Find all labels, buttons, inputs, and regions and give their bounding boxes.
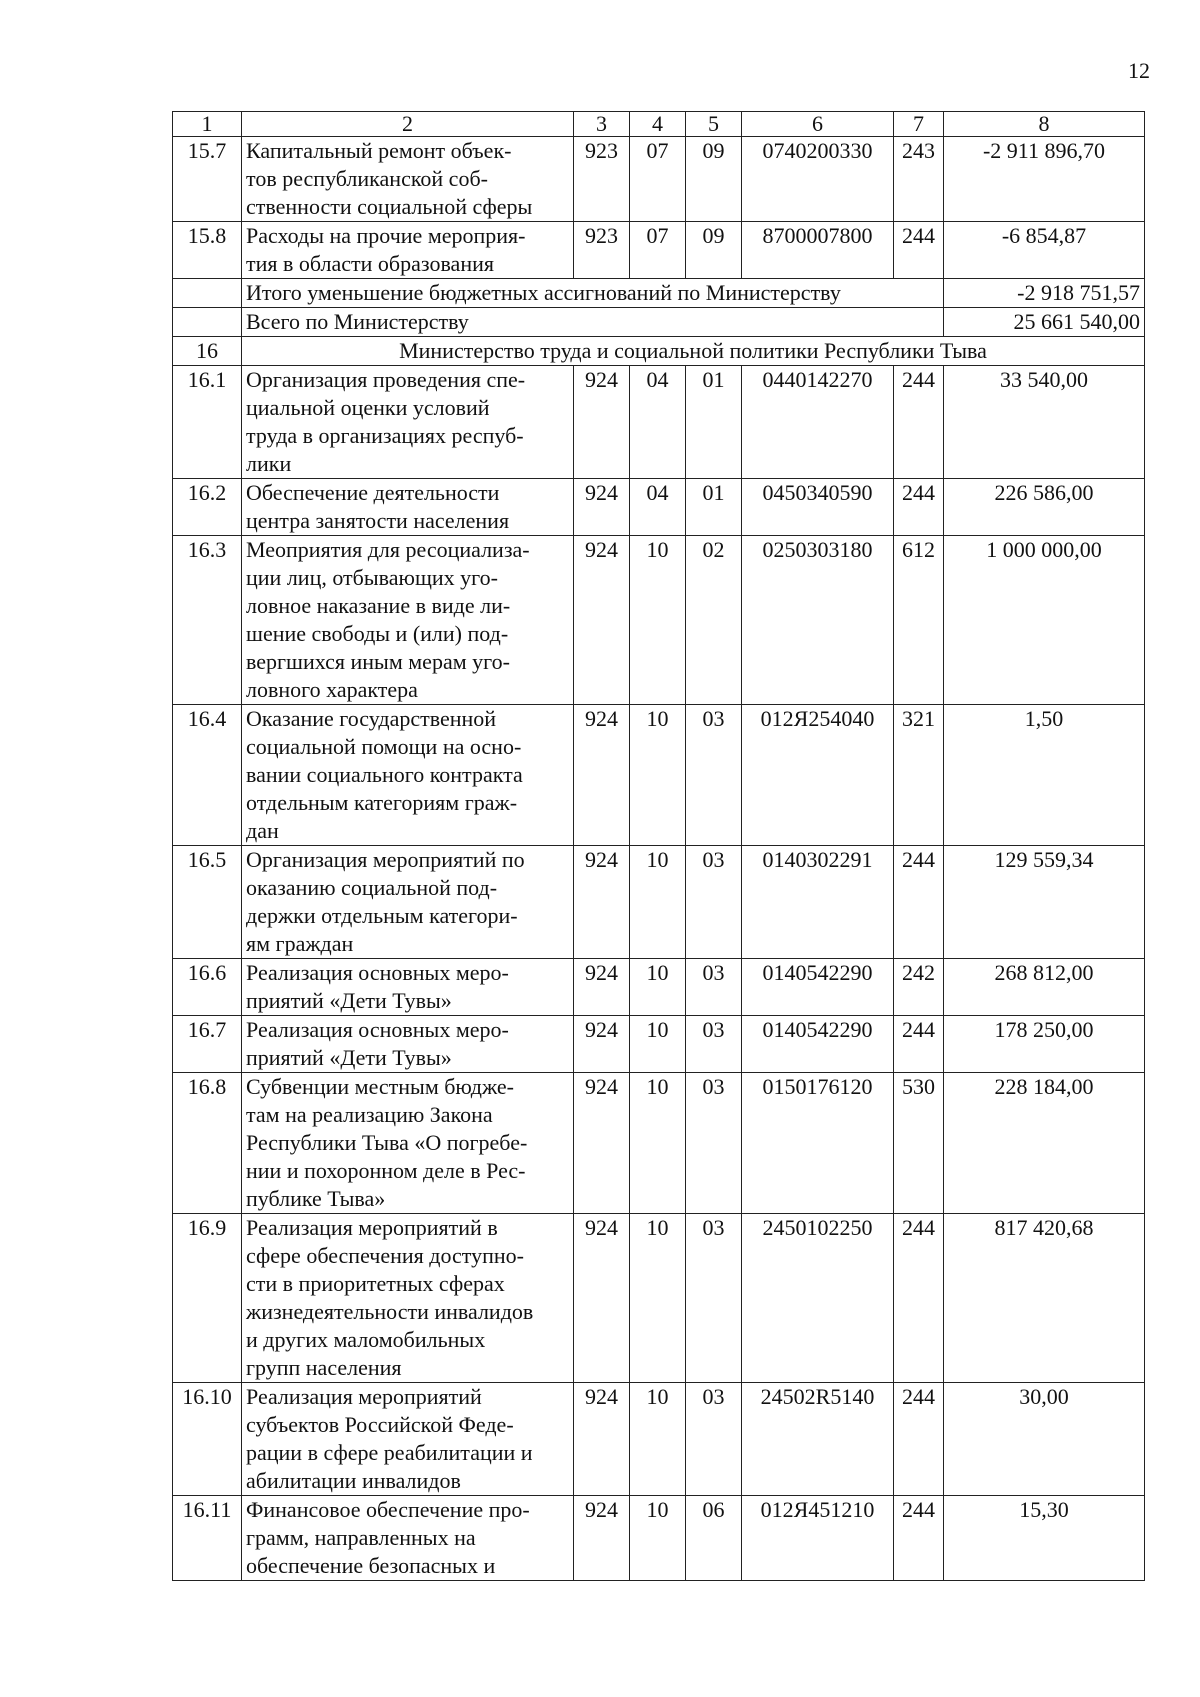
row-name-line: Организация мероприятий по xyxy=(246,847,525,872)
ministry-code: 924 xyxy=(574,1016,630,1073)
expense-type-code: 244 xyxy=(894,1496,944,1581)
section-code: 10 xyxy=(630,536,686,705)
amount: 817 420,68 xyxy=(944,1214,1145,1383)
table-row xyxy=(173,1073,1145,1214)
row-name-line: труда в организациях респуб- xyxy=(246,423,524,448)
amount: 1,50 xyxy=(944,705,1145,846)
expense-type-code: 244 xyxy=(894,1214,944,1383)
row-name-line: циальной оценки условий xyxy=(246,395,490,420)
row-name xyxy=(242,846,574,959)
row-name xyxy=(242,705,574,846)
amount: -2 911 896,70 xyxy=(944,137,1145,222)
expense-type-code: 244 xyxy=(894,1016,944,1073)
total-row xyxy=(173,308,1145,337)
amount: 226 586,00 xyxy=(944,479,1145,536)
row-name-line: жизнедеятельности инвалидов xyxy=(246,1299,534,1324)
ministry-code: 924 xyxy=(574,536,630,705)
column-number-header-row xyxy=(173,112,1145,137)
subsection-code: 01 xyxy=(686,479,742,536)
row-name xyxy=(242,1383,574,1496)
ministry-code: 923 xyxy=(574,137,630,222)
subsection-code: 03 xyxy=(686,1016,742,1073)
subsection-code: 03 xyxy=(686,1383,742,1496)
row-name-line: приятий «Дети Тувы» xyxy=(246,988,452,1013)
table-row xyxy=(173,1383,1145,1496)
row-name xyxy=(242,959,574,1016)
row-number: 15.8 xyxy=(173,222,242,279)
target-article-code: 0150176120 xyxy=(742,1073,894,1214)
amount: 178 250,00 xyxy=(944,1016,1145,1073)
amount: 15,30 xyxy=(944,1496,1145,1581)
row-name-line: вании социального контракта xyxy=(246,762,523,787)
row-name-line: ловного характера xyxy=(246,677,418,702)
row-number: 16.7 xyxy=(173,1016,242,1073)
ministry-code: 924 xyxy=(574,846,630,959)
expense-type-code: 244 xyxy=(894,846,944,959)
row-name-line: Организация проведения спе- xyxy=(246,367,526,392)
section-code: 10 xyxy=(630,705,686,846)
subsection-code: 02 xyxy=(686,536,742,705)
expense-type-code: 244 xyxy=(894,1383,944,1496)
ministry-code: 924 xyxy=(574,1214,630,1383)
target-article-code: 0140542290 xyxy=(742,1016,894,1073)
row-number: 16.3 xyxy=(173,536,242,705)
page-number: 12 xyxy=(1128,58,1150,83)
section-code: 04 xyxy=(630,366,686,479)
amount: 1 000 000,00 xyxy=(944,536,1145,705)
ministry-code: 924 xyxy=(574,366,630,479)
target-article-code: 0740200330 xyxy=(742,137,894,222)
row-number: 16.4 xyxy=(173,705,242,846)
total-label: Итого уменьшение бюджетных ассигнований по Министерству xyxy=(242,279,944,308)
target-article-code: 8700007800 xyxy=(742,222,894,279)
row-number: 16.6 xyxy=(173,959,242,1016)
table-row xyxy=(173,959,1145,1016)
target-article-code: 012Я254040 xyxy=(742,705,894,846)
row-name xyxy=(242,1073,574,1214)
table-row xyxy=(173,846,1145,959)
row-name-line: Меоприятия для ресоциализа- xyxy=(246,537,530,562)
expense-type-code: 244 xyxy=(894,366,944,479)
table-row xyxy=(173,1214,1145,1383)
subsection-code: 06 xyxy=(686,1496,742,1581)
subsection-code: 03 xyxy=(686,1073,742,1214)
row-number: 16.1 xyxy=(173,366,242,479)
section-code: 10 xyxy=(630,1016,686,1073)
ministry-code: 924 xyxy=(574,1073,630,1214)
row-name-line: оказанию социальной под- xyxy=(246,875,498,900)
table-row xyxy=(173,222,1145,279)
row-name-line: и других маломобильных xyxy=(246,1327,486,1352)
column-header: 8 xyxy=(944,112,1145,137)
row-name xyxy=(242,536,574,705)
row-name-line: ям граждан xyxy=(246,931,354,956)
column-header: 1 xyxy=(173,112,242,137)
ministry-code: 924 xyxy=(574,959,630,1016)
row-name-line: ственности социальной сферы xyxy=(246,194,533,219)
section-number: 16 xyxy=(173,337,242,366)
row-number: 16.2 xyxy=(173,479,242,536)
expense-type-code: 530 xyxy=(894,1073,944,1214)
target-article-code: 0140302291 xyxy=(742,846,894,959)
section-code: 10 xyxy=(630,1073,686,1214)
row-name xyxy=(242,1214,574,1383)
target-article-code: 2450102250 xyxy=(742,1214,894,1383)
section-code: 10 xyxy=(630,1383,686,1496)
table-row xyxy=(173,1496,1145,1581)
row-name-line: рации в сфере реабилитации и xyxy=(246,1440,533,1465)
column-header: 5 xyxy=(686,112,742,137)
expense-type-code: 244 xyxy=(894,479,944,536)
target-article-code: 24502R5140 xyxy=(742,1383,894,1496)
ministry-code: 924 xyxy=(574,1496,630,1581)
section-code: 10 xyxy=(630,1496,686,1581)
subsection-code: 03 xyxy=(686,1214,742,1383)
row-name-line: дан xyxy=(246,818,279,843)
section-title: Министерство труда и социальной политики Республики Тыва xyxy=(242,337,1145,366)
expense-type-code: 612 xyxy=(894,536,944,705)
table-body xyxy=(173,112,1145,1581)
row-name-line: тия в области образования xyxy=(246,251,494,276)
column-header: 2 xyxy=(242,112,574,137)
amount: -6 854,87 xyxy=(944,222,1145,279)
total-label: Всего по Министерству xyxy=(242,308,944,337)
row-name-line: сти в приоритетных сферах xyxy=(246,1271,505,1296)
row-number: 16.11 xyxy=(173,1496,242,1581)
budget-table xyxy=(172,111,1145,1581)
row-name-line: лики xyxy=(246,451,292,476)
row-name-line: ловное наказание в виде ли- xyxy=(246,593,511,618)
row-name-line: обеспечение безопасных и xyxy=(246,1553,496,1578)
section-code: 10 xyxy=(630,959,686,1016)
target-article-code: 0440142270 xyxy=(742,366,894,479)
row-name-line: держки отдельным категори- xyxy=(246,903,518,928)
row-name xyxy=(242,137,574,222)
subsection-code: 09 xyxy=(686,222,742,279)
expense-type-code: 243 xyxy=(894,137,944,222)
total-amount: -2 918 751,57 xyxy=(944,279,1145,308)
row-name-line: групп населения xyxy=(246,1355,402,1380)
section-code: 10 xyxy=(630,846,686,959)
row-number: 16.9 xyxy=(173,1214,242,1383)
row-name xyxy=(242,222,574,279)
amount: 268 812,00 xyxy=(944,959,1145,1016)
ministry-code: 924 xyxy=(574,705,630,846)
row-name-line: Капитальный ремонт объек- xyxy=(246,138,512,163)
row-name xyxy=(242,1016,574,1073)
row-name-line: тов республиканской соб- xyxy=(246,166,488,191)
amount: 30,00 xyxy=(944,1383,1145,1496)
row-name-line: Расходы на прочие мероприя- xyxy=(246,223,526,248)
row-name-line: субъектов Российской Феде- xyxy=(246,1412,514,1437)
row-name-line: сфере обеспечения доступно- xyxy=(246,1243,524,1268)
table-row xyxy=(173,137,1145,222)
target-article-code: 0450340590 xyxy=(742,479,894,536)
target-article-code: 012Я451210 xyxy=(742,1496,894,1581)
ministry-code: 924 xyxy=(574,479,630,536)
ministry-code: 924 xyxy=(574,1383,630,1496)
row-name-line: Субвенции местным бюдже- xyxy=(246,1074,514,1099)
row-name-line: ции лиц, отбывающих уго- xyxy=(246,565,498,590)
row-name-line: шение свободы и (или) под- xyxy=(246,621,509,646)
row-name-line: центра занятости населения xyxy=(246,508,510,533)
section-code: 04 xyxy=(630,479,686,536)
row-name-line: Финансовое обеспечение про- xyxy=(246,1497,530,1522)
row-number: 15.7 xyxy=(173,137,242,222)
row-name-line: там на реализацию Закона xyxy=(246,1102,493,1127)
row-name-line: нии и похоронном деле в Рес- xyxy=(246,1158,526,1183)
row-number-empty xyxy=(173,308,242,337)
row-name-line: отдельным категориям граж- xyxy=(246,790,518,815)
total-row xyxy=(173,279,1145,308)
section-code: 07 xyxy=(630,222,686,279)
table-row xyxy=(173,536,1145,705)
section-code: 10 xyxy=(630,1214,686,1383)
row-name-line: Республики Тыва «О погребе- xyxy=(246,1130,528,1155)
table-row xyxy=(173,1016,1145,1073)
column-header: 3 xyxy=(574,112,630,137)
row-name xyxy=(242,1496,574,1581)
row-name-line: грамм, направленных на xyxy=(246,1525,476,1550)
section-row xyxy=(173,337,1145,366)
column-header: 4 xyxy=(630,112,686,137)
table-row xyxy=(173,366,1145,479)
subsection-code: 03 xyxy=(686,959,742,1016)
target-article-code: 0250303180 xyxy=(742,536,894,705)
row-name-line: Реализация мероприятий в xyxy=(246,1215,498,1240)
row-number: 16.8 xyxy=(173,1073,242,1214)
table-row xyxy=(173,479,1145,536)
expense-type-code: 244 xyxy=(894,222,944,279)
row-name-line: абилитации инвалидов xyxy=(246,1468,461,1493)
row-name-line: приятий «Дети Тувы» xyxy=(246,1045,452,1070)
expense-type-code: 242 xyxy=(894,959,944,1016)
row-name-line: Реализация мероприятий xyxy=(246,1384,482,1409)
row-name-line: Оказание государственной xyxy=(246,706,497,731)
amount: 33 540,00 xyxy=(944,366,1145,479)
table-row xyxy=(173,705,1145,846)
subsection-code: 03 xyxy=(686,705,742,846)
row-name-line: социальной помощи на осно- xyxy=(246,734,522,759)
row-name-line: Реализация основных меро- xyxy=(246,960,509,985)
total-amount: 25 661 540,00 xyxy=(944,308,1145,337)
section-code: 07 xyxy=(630,137,686,222)
row-name-line: публике Тыва» xyxy=(246,1186,386,1211)
amount: 228 184,00 xyxy=(944,1073,1145,1214)
row-number: 16.5 xyxy=(173,846,242,959)
row-name-line: Реализация основных меро- xyxy=(246,1017,509,1042)
amount: 129 559,34 xyxy=(944,846,1145,959)
ministry-code: 923 xyxy=(574,222,630,279)
row-name-line: Обеспечение деятельности xyxy=(246,480,500,505)
expense-type-code: 321 xyxy=(894,705,944,846)
target-article-code: 0140542290 xyxy=(742,959,894,1016)
row-name xyxy=(242,479,574,536)
row-name xyxy=(242,366,574,479)
subsection-code: 03 xyxy=(686,846,742,959)
subsection-code: 01 xyxy=(686,366,742,479)
row-name-line: вергшихся иным мерам уго- xyxy=(246,649,510,674)
column-header: 7 xyxy=(894,112,944,137)
subsection-code: 09 xyxy=(686,137,742,222)
row-number: 16.10 xyxy=(173,1383,242,1496)
row-number-empty xyxy=(173,279,242,308)
column-header: 6 xyxy=(742,112,894,137)
